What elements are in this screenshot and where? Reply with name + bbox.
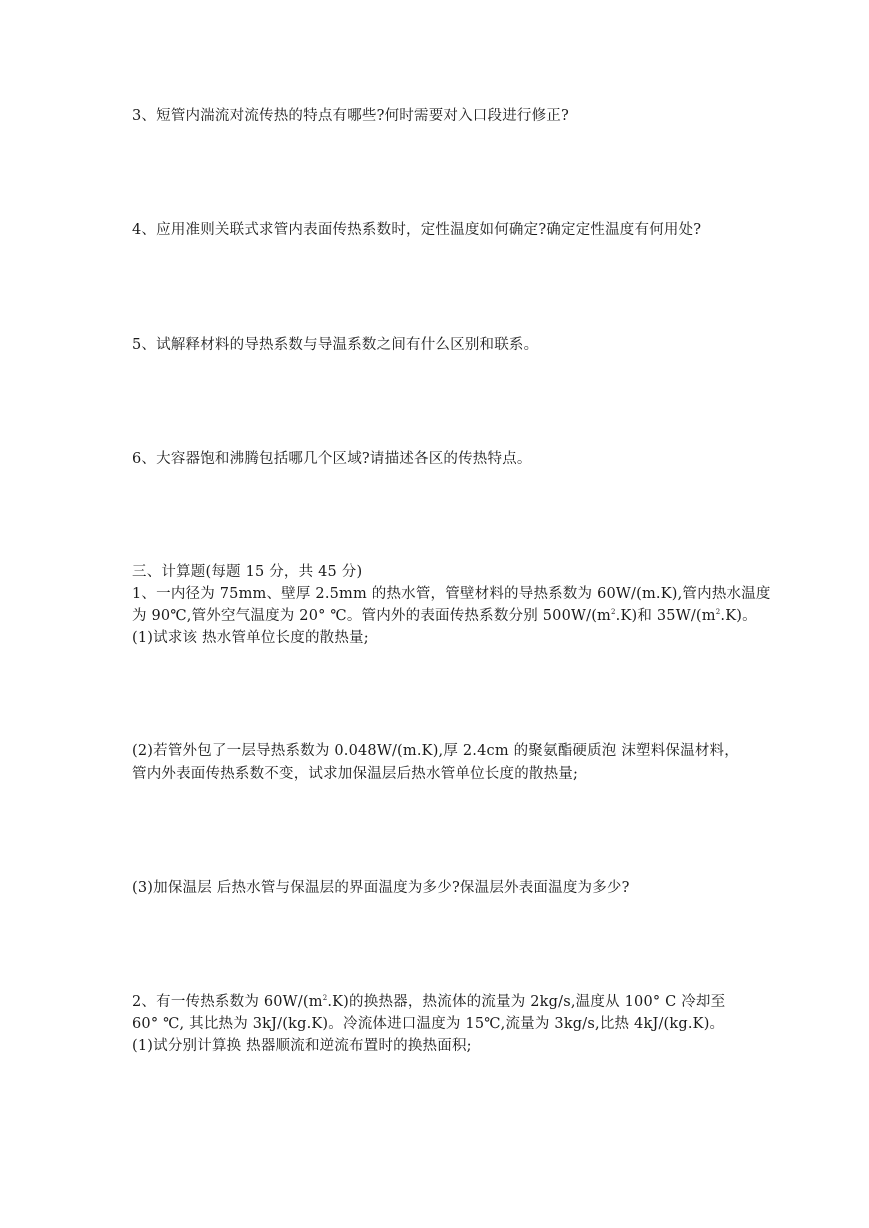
question-3: 3、短管内湍流对流传热的特点有哪些?何时需要对入口段进行修正?: [132, 108, 569, 124]
problem-1-line-2: [132, 606, 757, 626]
problem-1-line-2-text-b: .K)和 35W/(m: [615, 608, 716, 624]
section-heading-calculation: 三、计算题(每题 15 分，共 45 分): [132, 564, 363, 580]
question-4: 4、应用准则关联式求管内表面传热系数时，定性温度如何确定?确定定性温度有何用处?: [132, 222, 702, 238]
problem-2-line-1-text-b: .K)的换热器，热流体的流量为 2kg/s,温度从 100° C 冷却至: [327, 994, 726, 1010]
question-6: 6、大容器饱和沸腾包括哪几个区域?请描述各区的传热特点。: [132, 451, 532, 467]
problem-2-line-1: [132, 992, 725, 1012]
problem-1-line-1: 1、一内径为 75mm、壁厚 2.5mm 的热水管，管壁材料的导热系数为 60W/(m.K),管内热水温度: [132, 586, 771, 602]
problem-1-line-2-text-c: .K)。: [720, 608, 757, 624]
problem-1-line-2-text-a: 为 90℃,管外空气温度为 20° ℃。管内外的表面传热系数分别 500W/(m: [132, 608, 612, 624]
superscript: 2: [611, 608, 616, 616]
problem-1-part-2-line-2: 管内外表面传热系数不变，试求加保温层后热水管单位长度的散热量;: [132, 766, 579, 782]
problem-1-part-1: (1)试求该 热水管单位长度的散热量;: [132, 630, 369, 646]
problem-2-line-1-text-a: 2、有一传热系数为 60W/(m: [132, 994, 323, 1010]
superscript: 2: [715, 608, 721, 616]
problem-2-part-1: (1)试分别计算换 热器顺流和逆流布置时的换热面积;: [132, 1038, 472, 1054]
problem-1-part-3: (3)加保温层 后热水管与保温层的界面温度为多少?保温层外表面温度为多少?: [132, 880, 630, 896]
problem-1-part-2-line-1: (2)若管外包了一层导热系数为 0.048W/(m.K),厚 2.4cm 的聚氨酯硬质泡 沫塑料保温材料，: [132, 743, 739, 759]
problem-2-line-2: 60° ℃, 其比热为 3kJ/(kg.K)。冷流体进口温度为 15℃,流量为 3kg/s,比热 4kJ/(kg.K)。: [132, 1016, 725, 1032]
question-5: 5、试解释材料的导热系数与导温系数之间有什么区别和联系。: [132, 337, 539, 353]
superscript: 2: [322, 994, 328, 1002]
